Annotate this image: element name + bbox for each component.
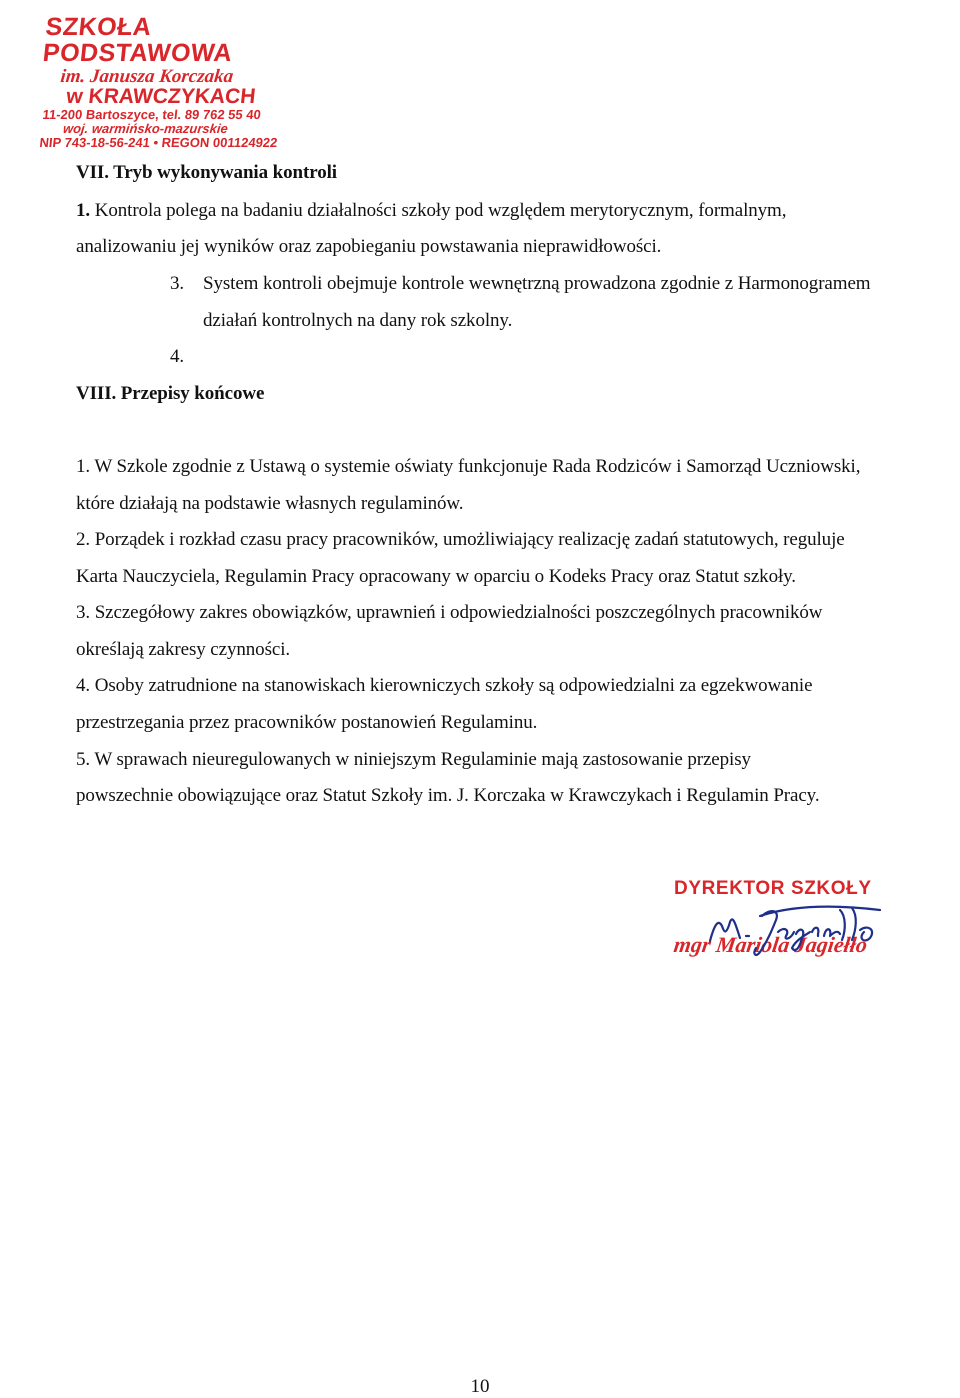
section-8-heading: VIII. Przepisy końcowe (76, 383, 265, 404)
section-7-item-3-line-1: System kontroli obejmuje kontrole wewnętrzną prowadzona zgodnie z Harmonogramem (203, 273, 871, 294)
section-8-paragraph-3-line-1: 3. Szczegółowy zakres obowiązków, uprawnień i odpowiedzialności poszczególnych pracowników (76, 602, 823, 623)
stamp-line-location: w KRAWCZYKACH (65, 85, 257, 109)
stamp-line-address: 11-200 Bartoszyce, tel. 89 762 55 40 (41, 107, 262, 123)
director-signature-block (670, 876, 910, 968)
director-stamp-name: mgr Mariola Jagiełło (672, 932, 869, 957)
stamp-line-ids: NIP 743-18-56-241 • REGON 001124922 (38, 134, 279, 150)
section-8-paragraph-1-line-2: które działają na podstawie własnych regulaminów. (76, 493, 464, 514)
stamp-line-patron: im. Janusza Korczaka (59, 65, 235, 87)
handwritten-signature-icon (700, 896, 900, 966)
section-7-heading: VII. Tryb wykonywania kontroli (76, 162, 337, 183)
stamp-line-school: SZKOŁA PODSTAWOWA (41, 13, 234, 68)
section-7-item-1-text-a: Kontrola polega na badaniu działalności szkoły pod względem merytorycznym, formalnym, (94, 200, 787, 221)
section-7-item-1-line-2: analizowaniu jej wyników oraz zapobieganiu powstawania nieprawidłowości. (76, 236, 662, 257)
section-8-paragraph-5-line-1: 5. W sprawach nieuregulowanych w niniejszym Regulaminie mają zastosowanie przepisy (76, 749, 751, 770)
section-8-paragraph-4-line-2: przestrzegania przez pracowników postanowień Regulaminu. (76, 712, 538, 733)
director-stamp-title: DYREKTOR SZKOŁY (674, 878, 872, 899)
section-8-paragraph-2-line-1: 2. Porządek i rozkład czasu pracy pracowników, umożliwiający realizację zadań statutowych, reguluje (76, 529, 845, 550)
section-7-item-3-line-2: działań kontrolnych na dany rok szkolny. (203, 310, 513, 331)
section-7-item-1-number: 1. (76, 200, 91, 221)
section-8-paragraph-5-line-2: powszechnie obowiązujące oraz Statut Szkoły im. J. Korczaka w Krawczykach i Regulamin Pracy. (76, 785, 820, 806)
section-8-paragraph-3-line-2: określają zakresy czynności. (76, 639, 291, 660)
section-8-paragraph-1-line-1: 1. W Szkole zgodnie z Ustawą o systemie oświaty funkcjonuje Rada Rodziców i Samorząd Uczniowski, (76, 456, 861, 477)
section-7-item-4-number: 4. (170, 346, 185, 367)
stamp-line-region: woj. warmińsko-mazurskie (62, 121, 229, 137)
section-7-item-3-number: 3. (170, 273, 185, 294)
section-8-paragraph-4-line-1: 4. Osoby zatrudnione na stanowiskach kierowniczych szkoły są odpowiedzialni za egzekwowanie (76, 675, 813, 696)
school-stamp (33, 14, 337, 149)
section-7-item-1-line-1 (76, 200, 786, 222)
page-number: 10 (470, 1376, 490, 1397)
section-8-paragraph-2-line-2: Karta Nauczyciela, Regulamin Pracy opracowany w oparciu o Kodeks Pracy oraz Statut szkoły. (76, 566, 796, 587)
